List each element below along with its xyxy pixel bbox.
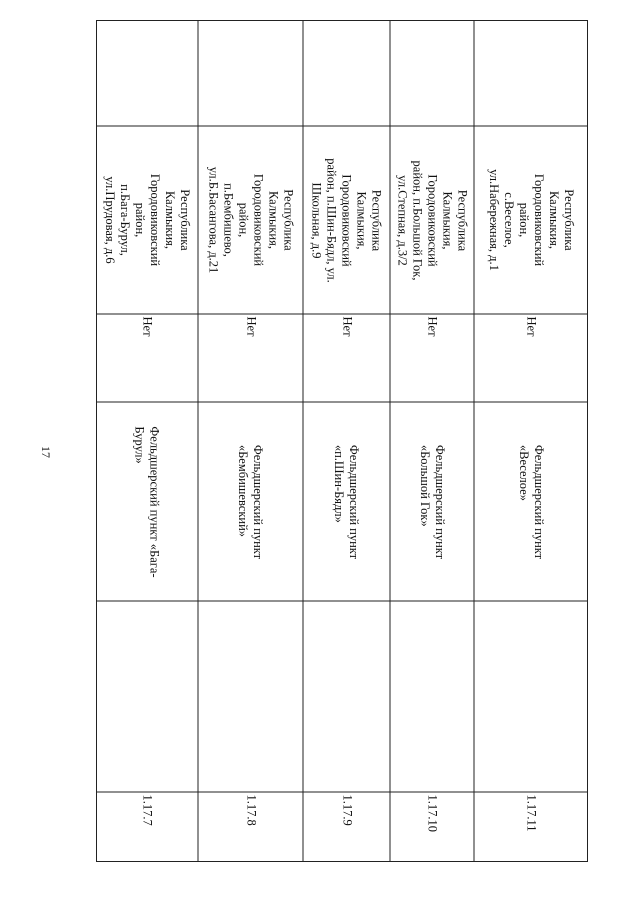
table-row-number-cell (96, 792, 198, 862)
availability-value: Нет (140, 316, 155, 337)
availability-cell (96, 314, 198, 402)
facility-name: Фельдшерский пункт «Бага- Бурул» (133, 425, 162, 578)
facility-name-cell (96, 402, 198, 601)
table-row-number-cell (198, 792, 303, 862)
availability-cell (198, 314, 303, 402)
facility-address: Республика Калмыкия, Городовиковский район, с.Веселое, ул.Набережная, д.1 (487, 169, 576, 271)
facility-name-cell (303, 402, 390, 601)
table-row-number-cell (390, 792, 474, 862)
row-number: 1.17.8 (244, 794, 258, 826)
facility-name: Фельдшерский пункт «Веселое» (517, 444, 546, 559)
facility-address: Республика Калмыкия, Городовиковский район, п.Бага-Бурул, ул.Прудовая, д.6 (103, 173, 192, 267)
row-number: 1.17.11 (524, 794, 539, 832)
availability-value: Нет (340, 316, 354, 337)
page-number: 17 (39, 446, 53, 458)
row-number: 1.17.10 (425, 794, 440, 832)
row-number: 1.17.7 (140, 794, 155, 826)
address-cell (390, 126, 474, 314)
address-cell (303, 126, 390, 314)
availability-value: Нет (425, 316, 440, 337)
facility-name-cell (390, 402, 474, 601)
availability-value: Нет (244, 316, 258, 337)
availability-value: Нет (524, 316, 539, 337)
table-row-number-cell (474, 792, 588, 862)
address-cell (96, 126, 198, 314)
facility-address: Республика Калмыкия, Городовиковский район, п.Шин-Бядл, ул. Школьная, д.9 (310, 157, 385, 283)
table-row-number-cell (303, 792, 390, 862)
address-cell (198, 126, 303, 314)
availability-cell (303, 314, 390, 402)
facility-name-cell (474, 402, 588, 601)
facility-name-cell (198, 402, 303, 601)
address-cell (474, 126, 588, 314)
facility-name: Фельдшерский пункт «Бембишевский» (236, 444, 266, 559)
row-number: 1.17.9 (340, 794, 354, 826)
facility-address: Республика Калмыкия, Городовиковский район, п.Бембишево, ул.Б.Басангова, д.21 (206, 166, 296, 274)
facility-name: Фельдшерский пункт «Большой Гок» (418, 444, 447, 559)
facilities-table (96, 20, 588, 862)
facility-name: Фельдшерский пункт «п.Шин-Бядл» (332, 444, 362, 559)
availability-cell (474, 314, 588, 402)
facility-address: Республика Калмыкия, Городовиковский район, п.Большой Гок, ул.Степная, д.3/2 (395, 160, 470, 280)
availability-cell (390, 314, 474, 402)
